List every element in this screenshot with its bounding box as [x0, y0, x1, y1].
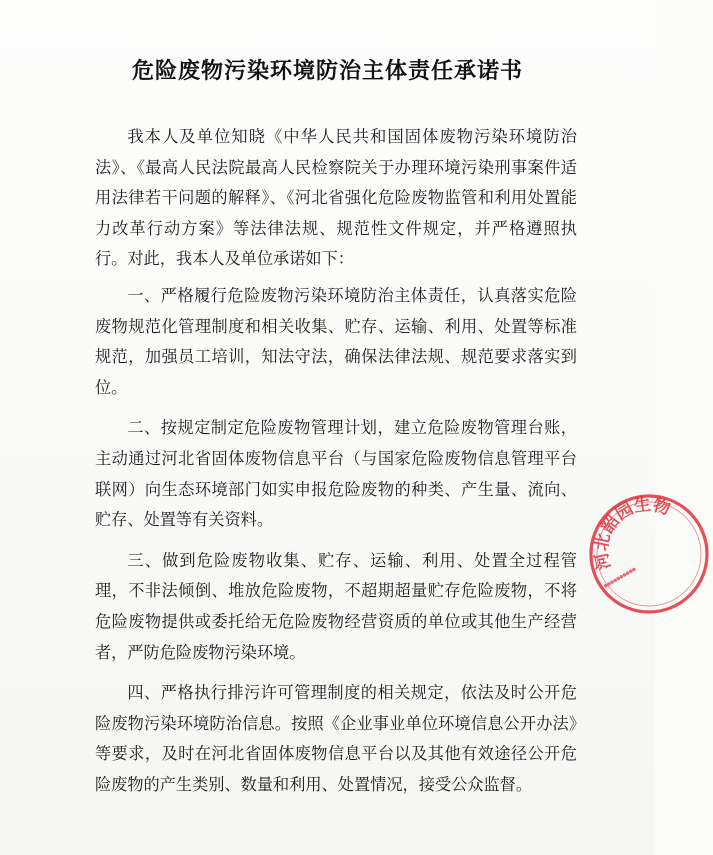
- paragraph-item-3: 三、做到危险废物收集、贮存、运输、利用、处置全过程管理，不非法倾倒、堆放危险废物，不超期超量贮存危险废物，不将危险废物提供或委托给无危险废物经营资质的单位或其他生产经营者，严防危险废物污染环境。: [95, 550, 577, 662]
- paragraph-item-4: 四、严格执行排污许可管理制度的相关规定，依法及时公开危险废物污染环境防治信息。按照《企业事业单位环境信息公开办法》等要求，及时在河北省固体废物信息平台以及其他有效途径公开危险废物的产生类别、数量和利用、处置情况，接受公众监督。: [95, 683, 577, 794]
- paragraph-item-2: 二、按规定制定危险废物管理计划，建立危险废物管理台账，主动通过河北省固体废物信息平台（与国家危险废物信息管理平台联网）向生态环境部门如实申报危险废物的种类、产生量、流向、贮存、处置等有关资料。: [95, 418, 577, 530]
- seal-text: 河北韶园生物: [591, 494, 673, 572]
- paragraph-item-1: 一、严格履行危险废物污染环境防治主体责任，认真落实危险废物规范化管理制度和相关收集、贮存、运输、利用、处置等标准规范，加强员工培训，知法守法，确保法律法规、规范要求落实到位。: [95, 285, 577, 397]
- red-seal-stamp: [585, 490, 713, 618]
- document-title: 危险废物污染环境防治主体责任承诺书: [131, 59, 523, 84]
- paragraph-intro: 我本人及单位知晓《中华人民共和国固体废物污染环境防治法》、《最高人民法院最高人民检察院关于办理环境污染刑事案件适用法律若干问题的解释》、《河北省强化危险废物监管和利用处置能力改革行动方案》等法律法规、规范性文件规定，并严格遵照执行。对此，我本人及单位承诺如下：: [95, 127, 577, 269]
- svg-text:●●●●●●●●●●: ●●●●●●●●●●: [602, 565, 638, 590]
- document-body: [95, 122, 577, 810]
